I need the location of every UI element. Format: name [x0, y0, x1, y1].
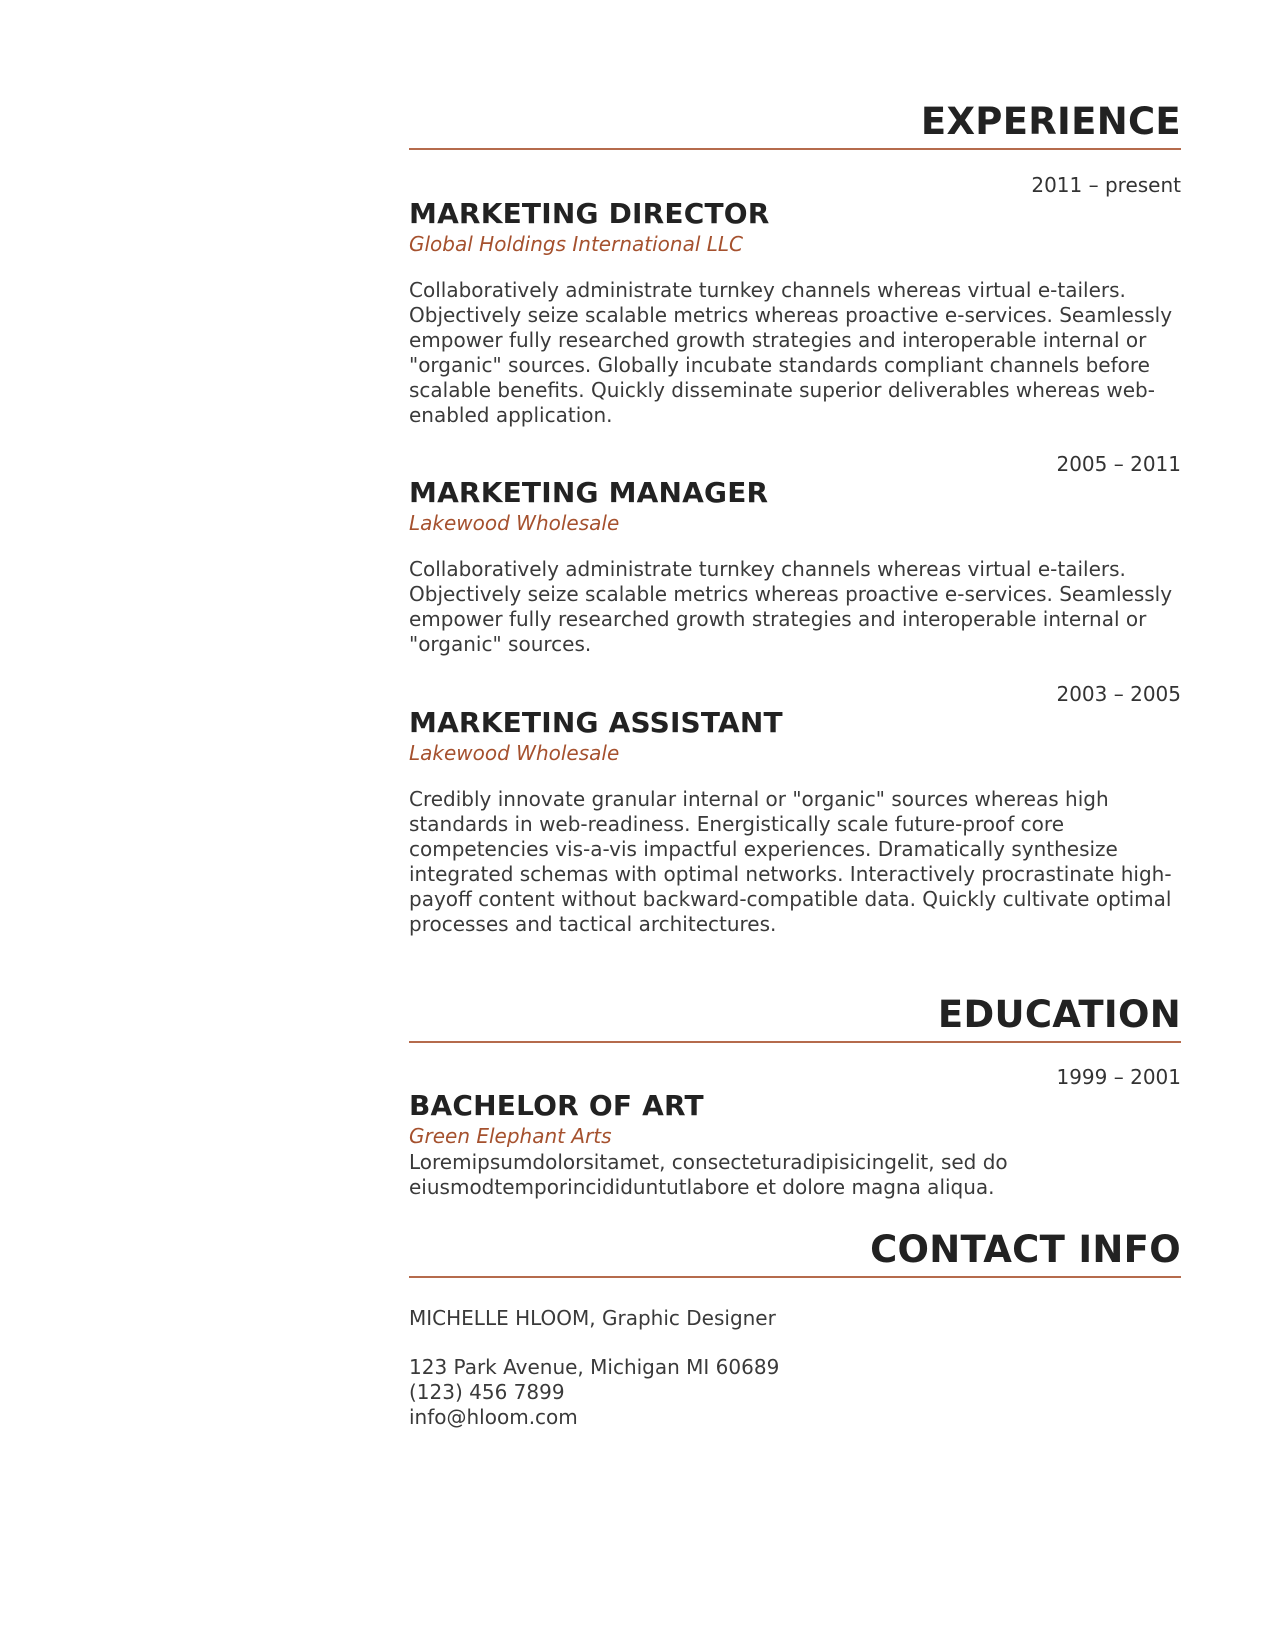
job-1-dates: 2011 – present	[1031, 173, 1181, 197]
job-entry-2	[409, 451, 1181, 657]
job-3-description: Credibly innovate granular internal or "organic" sources whereas high standards in web-readiness. Energistically scale future-proof core competencies vis-a-vis impactful experiences. Dramatically synthesize integrated schemas with optimal networks. Interactively procrastinate high-payoff content without backward-compatible data. Quickly cultivate optimal processes and tactical architectures.	[409, 787, 1172, 936]
job-1-company: Global Holdings International LLC	[409, 232, 743, 256]
job-2-description: Collaboratively administrate turnkey channels whereas virtual e-tailers. Objectively seize scalable metrics whereas proactive e-services. Seamlessly empower fully researched growth strategies and interoperable internal or "organic" sources.	[409, 557, 1173, 656]
contact-block	[409, 1306, 1181, 1430]
education-description: Loremipsumdolorsitamet, consecteturadipisicingelit, sed do eiusmodtemporincididuntutlabore et dolore magna aliqua.	[409, 1150, 1008, 1199]
education-degree: BACHELOR OF ART	[409, 1089, 704, 1122]
job-3-dates: 2003 – 2005	[1056, 682, 1181, 706]
education-entry	[409, 1064, 1181, 1200]
job-entry-3	[409, 681, 1181, 937]
job-1-description: Collaboratively administrate turnkey channels whereas virtual e-tailers. Objectively seize scalable metrics whereas proactive e-services. Seamlessly empower fully researched growth strategies and interoperable internal or "organic" sources. Globally incubate standards compliant channels before scalable benefits. Quickly disseminate superior deliverables whereas web-enabled application.	[409, 278, 1173, 427]
job-1-title: MARKETING DIRECTOR	[409, 197, 770, 230]
contact-email: info@hloom.com	[409, 1405, 578, 1429]
job-entry-1	[409, 172, 1181, 428]
job-2-company: Lakewood Wholesale	[409, 511, 620, 535]
contact-name-line: MICHELLE HLOOM, Graphic Designer	[409, 1306, 776, 1330]
education-dates: 1999 – 2001	[1056, 1065, 1181, 1089]
job-3-company: Lakewood Wholesale	[409, 741, 620, 765]
contact-heading: CONTACT INFO	[409, 1228, 1181, 1278]
contact-phone: (123) 456 7899	[409, 1380, 565, 1404]
experience-heading: EXPERIENCE	[409, 100, 1181, 150]
job-2-dates: 2005 – 2011	[1056, 452, 1181, 476]
job-3-title: MARKETING ASSISTANT	[409, 706, 783, 739]
job-2-title: MARKETING MANAGER	[409, 476, 769, 509]
education-heading: EDUCATION	[409, 993, 1181, 1043]
education-school: Green Elephant Arts	[409, 1124, 612, 1148]
contact-address: 123 Park Avenue, Michigan MI 60689	[409, 1355, 780, 1379]
